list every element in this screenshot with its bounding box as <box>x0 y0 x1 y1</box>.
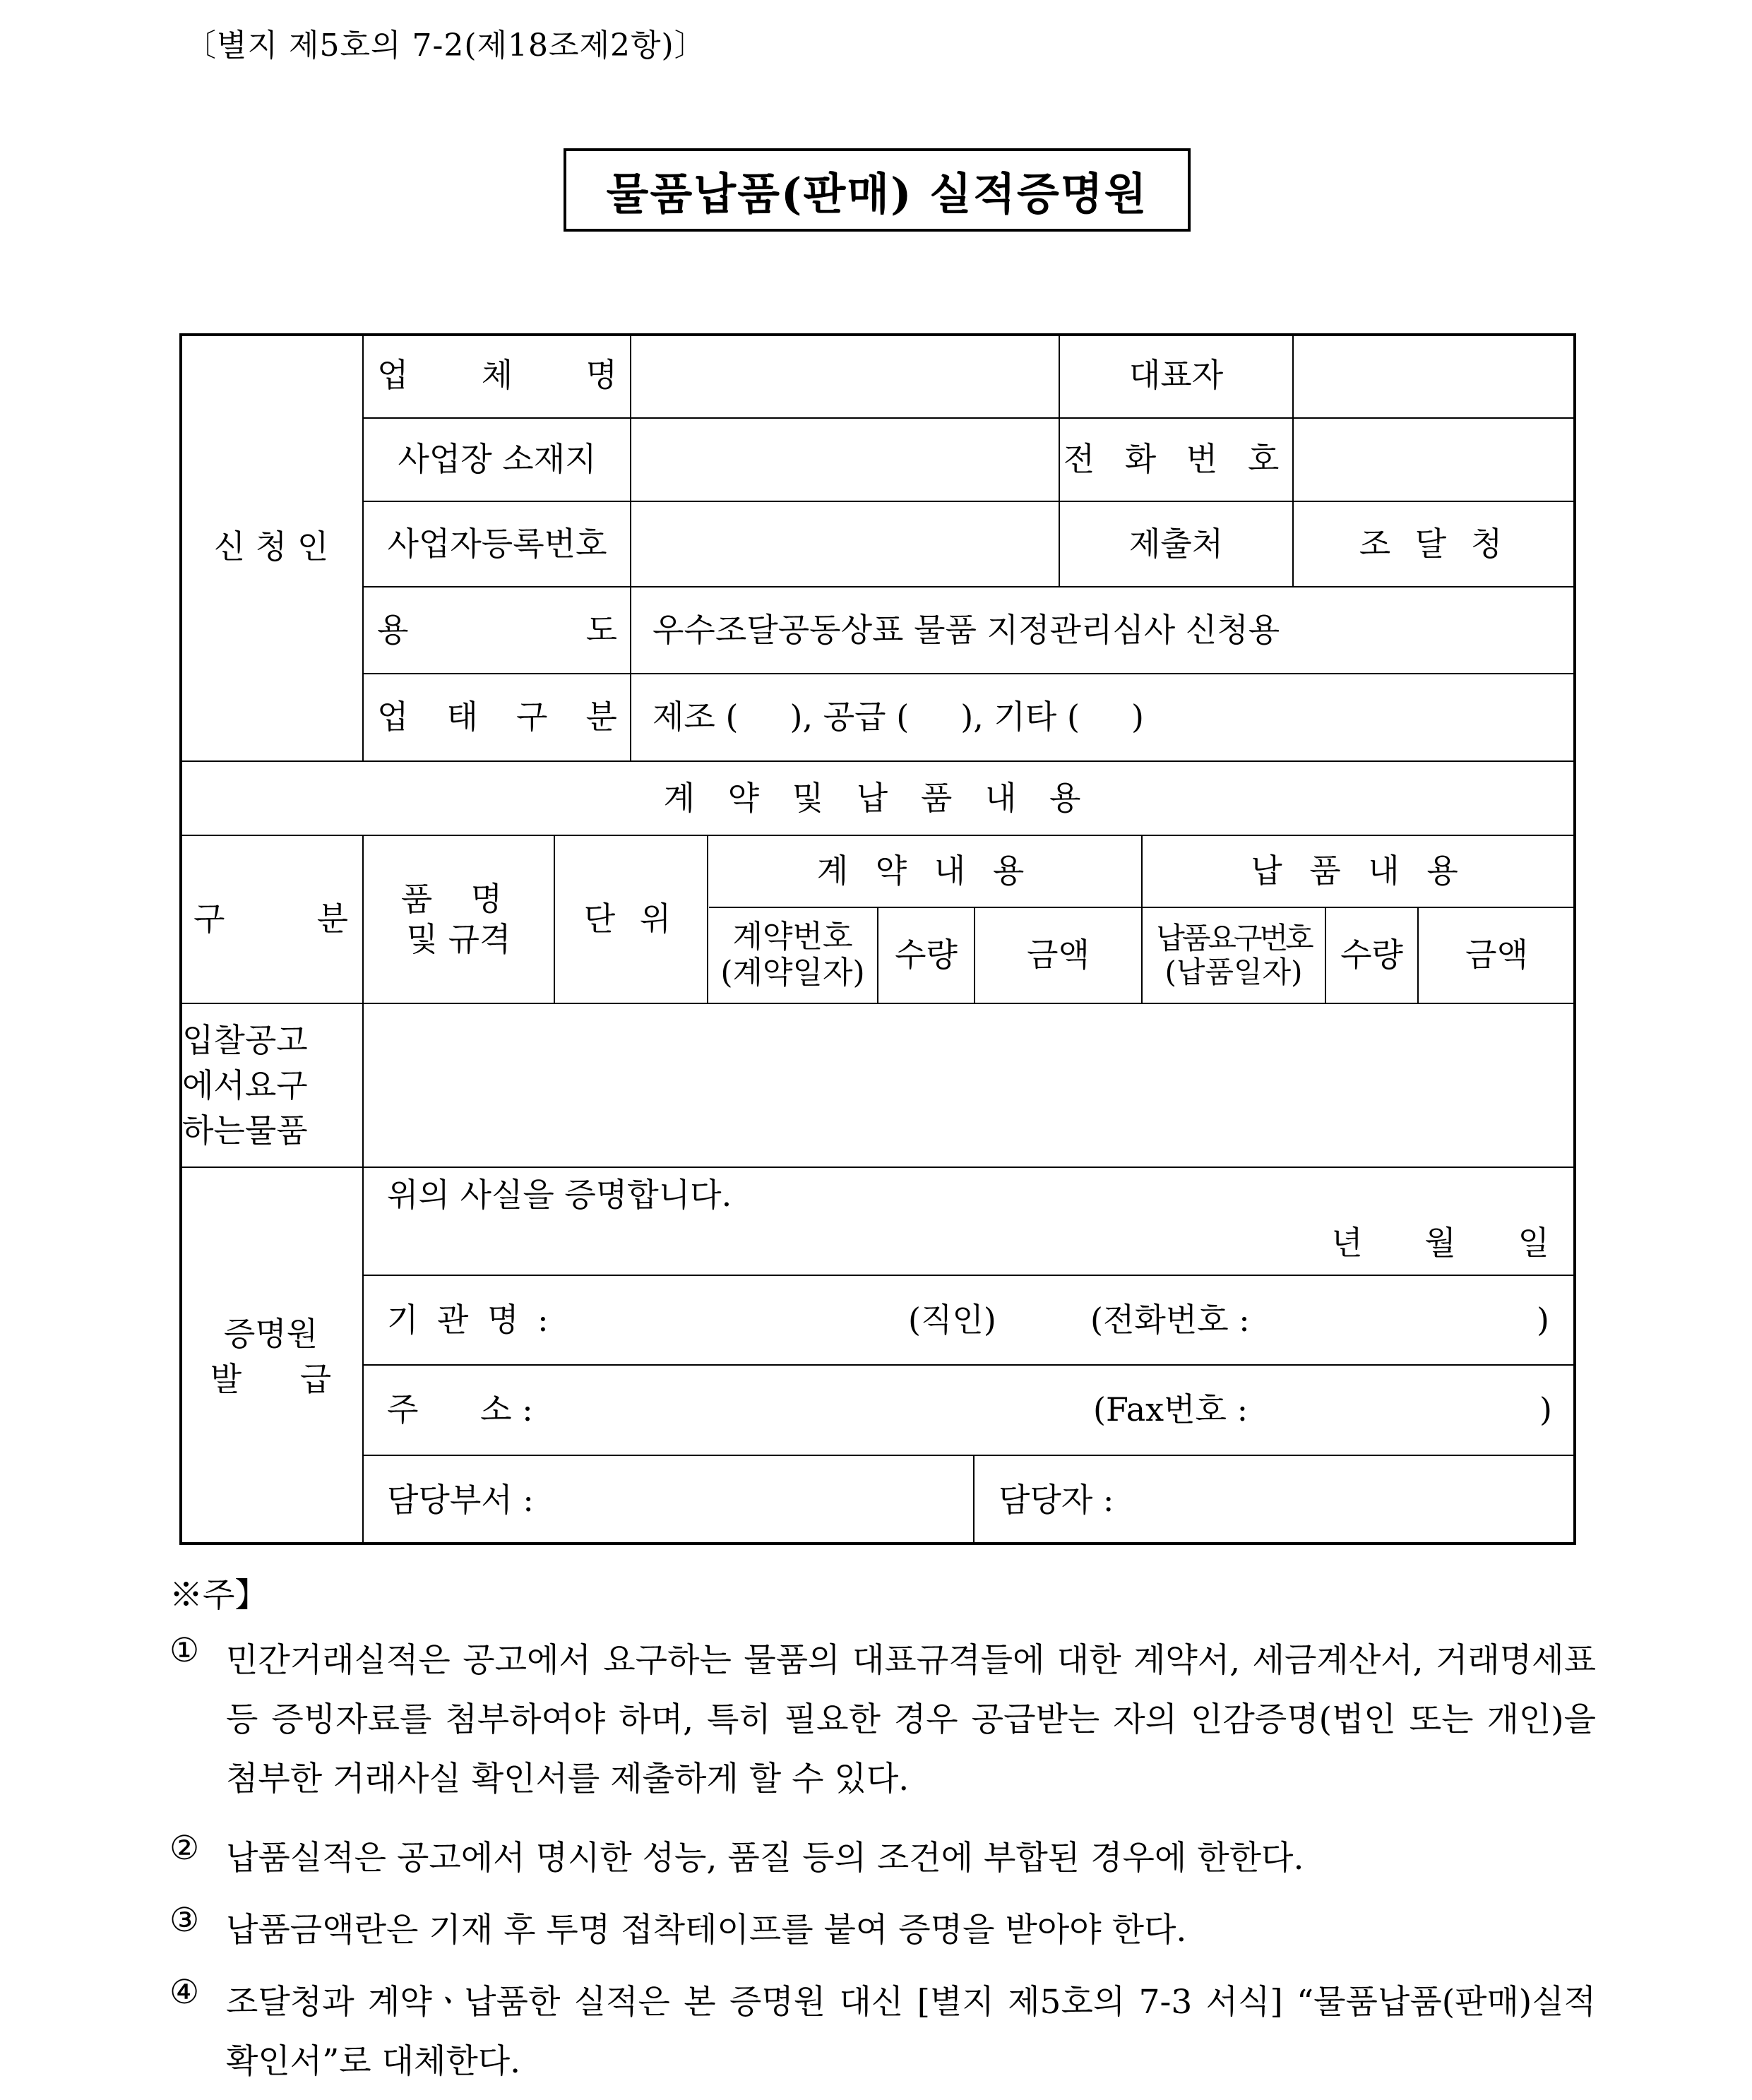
item-spec-line1: 품 명 <box>400 879 517 918</box>
note-item <box>169 1631 1596 1815</box>
required-items-row-label <box>182 1004 362 1167</box>
delivery-amount-field[interactable] <box>1419 1004 1575 1167</box>
grid-line <box>179 1167 1576 1168</box>
category-char: 분 <box>316 900 348 938</box>
certificate-issue-line1: 증명원 <box>223 1315 318 1353</box>
person-in-charge-label: 담당자 : <box>999 1481 1114 1520</box>
contract-amount-header: 금액 <box>1027 936 1090 974</box>
delivery-content-header: 납 품 내 용 <box>1251 852 1467 890</box>
delivery-amount-header: 금액 <box>1465 936 1528 974</box>
contract-number-field[interactable] <box>708 1004 877 1167</box>
document-title-text: 물품납품(판매) 실적증명원 <box>606 167 1148 220</box>
purpose-char: 도 <box>585 610 617 649</box>
delivery-number-field[interactable] <box>1143 1004 1325 1167</box>
contract-quantity-field[interactable] <box>878 1004 974 1167</box>
company-name-field[interactable] <box>631 333 1059 417</box>
note-item <box>169 1829 1596 1892</box>
department-label: 담당부서 : <box>387 1481 534 1520</box>
document-title <box>564 148 1191 232</box>
grid-line <box>973 1455 975 1545</box>
note-text: 민간거래실적은 공고에서 요구하는 물품의 대표규격들에 대한 계약서, 세금계산서, 거래명세표 등 증빙자료를 첨부하여야 하며, 특히 필요한 경우 공급받는 자의 인감증명(법인 또는 개인)을 첨부한 거래사실 확인서를 제출하게 할 수 있다. <box>226 1641 1596 1798</box>
required-items-line2: 에서요구 <box>182 1066 308 1104</box>
submit-to-value: 조 달 청 <box>1359 524 1510 563</box>
note-number: ③ <box>169 1901 200 1940</box>
fax-label: (Fax번호 : <box>1093 1390 1249 1429</box>
unit-header: 단 위 <box>583 900 679 938</box>
fax-close: ) <box>1539 1390 1552 1429</box>
business-type-options[interactable]: 제조 ( ), 공급 ( ), 기타 ( ) <box>652 698 1144 736</box>
note-number: ② <box>169 1829 200 1868</box>
address-label: 주 소 : <box>387 1390 533 1429</box>
unit-field[interactable] <box>555 1004 707 1167</box>
business-type-label-text <box>377 697 617 738</box>
representative-label: 대표자 <box>1128 355 1224 394</box>
agency-name-label: 기 관 명 : <box>387 1300 553 1339</box>
business-type-char: 업 <box>377 698 409 736</box>
delivery-number-line1: 납품요구번호 <box>1156 920 1311 955</box>
category-header-text <box>193 899 348 940</box>
contract-number-line2: (계약일자) <box>720 955 865 991</box>
contract-number-header <box>708 908 877 1003</box>
business-type-label <box>364 674 630 760</box>
representative-field[interactable] <box>1294 333 1575 417</box>
purpose-value: 우수조달공동상표 물품 지정관리심사 신청용 <box>652 610 1280 649</box>
note-item <box>169 1973 1596 2100</box>
contract-number-line1: 계약번호 <box>732 919 853 955</box>
company-name-char: 업 <box>377 355 409 394</box>
registration-number-label: 사업자등록번호 <box>387 524 607 563</box>
official-seal-label: (직인) <box>908 1300 996 1339</box>
note-text: 조달청과 계약ㆍ납품한 실적은 본 증명원 대신 [별지 제5호의 7-3 서식] “물품납품(판매)실적확인서”로 대체한다. <box>226 1983 1596 2081</box>
company-name-char: 체 <box>481 355 513 394</box>
agency-phone-label: (전화번호 : <box>1090 1300 1250 1339</box>
certificate-issue-line2: 발 급 <box>210 1360 356 1398</box>
company-name-label <box>364 333 630 417</box>
certificate-issue-label <box>179 1168 362 1545</box>
agency-phone-close: ) <box>1537 1300 1549 1339</box>
submit-to-label: 제출처 <box>1128 524 1224 563</box>
applicant-section-label: 신 청 인 <box>213 527 329 566</box>
item-spec-header <box>364 836 554 1003</box>
business-location-field[interactable] <box>631 419 1059 501</box>
notes-heading: ※주】 <box>169 1576 268 1615</box>
item-spec-line2: 및 규격 <box>406 920 511 958</box>
certificate-form <box>179 333 1576 1545</box>
contract-amount-field[interactable] <box>975 1004 1141 1167</box>
phone-number-field[interactable] <box>1294 419 1575 501</box>
business-location-label: 사업장 소재지 <box>398 440 597 479</box>
delivery-number-header <box>1143 908 1325 1003</box>
contract-quantity-header: 수량 <box>895 936 958 974</box>
business-type-char: 분 <box>585 698 617 736</box>
note-item <box>169 1901 1596 1964</box>
business-type-char: 구 <box>516 698 548 736</box>
note-text: 납품실적은 공고에서 명시한 성능, 품질 등의 조건에 부합된 경우에 한한다. <box>226 1839 1304 1878</box>
note-text: 납품금액란은 기재 후 투명 접착테이프를 붙여 증명을 받아야 한다. <box>226 1911 1187 1950</box>
purpose-label <box>364 587 630 673</box>
note-number: ④ <box>169 1973 200 2012</box>
company-name-label-text <box>377 355 617 396</box>
delivery-quantity-header: 수량 <box>1340 936 1403 974</box>
certification-statement: 위의 사실을 증명합니다. <box>387 1176 732 1215</box>
category-char: 구 <box>193 900 225 938</box>
delivery-quantity-field[interactable] <box>1326 1004 1417 1167</box>
purpose-label-text <box>377 610 617 651</box>
issue-date[interactable]: 년 월 일 <box>1331 1224 1549 1263</box>
business-type-char: 태 <box>446 698 478 736</box>
required-items-line1: 입찰공고 <box>182 1021 308 1059</box>
required-items-line3: 하는물품 <box>182 1111 308 1150</box>
purpose-char: 용 <box>377 610 409 649</box>
phone-number-label: 전 화 번 호 <box>1063 440 1289 479</box>
category-header <box>179 836 362 1003</box>
company-name-char: 명 <box>585 355 617 394</box>
note-number: ① <box>169 1631 200 1670</box>
contract-content-header: 계 약 내 용 <box>816 852 1033 890</box>
registration-number-field[interactable] <box>631 502 1059 586</box>
item-spec-field[interactable] <box>364 1004 554 1167</box>
delivery-number-line2: (납품일자) <box>1164 955 1303 989</box>
form-reference: 〔별지 제5호의 7-2(제18조제2항)〕 <box>185 28 706 64</box>
contract-delivery-heading: 계 약 및 납 품 내 용 <box>663 778 1092 817</box>
